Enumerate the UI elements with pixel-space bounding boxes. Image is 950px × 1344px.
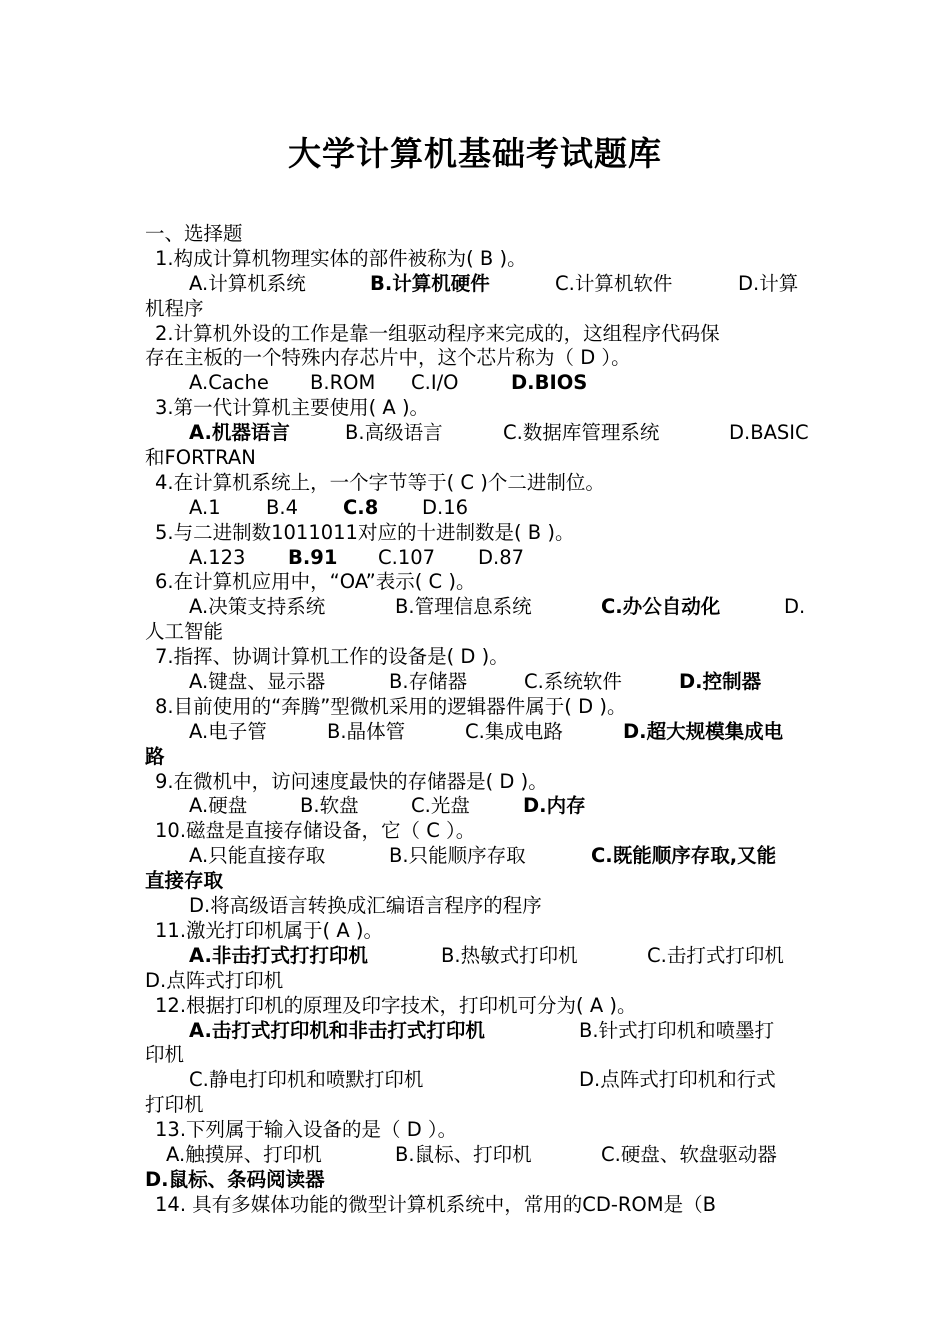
- question-12-options-cd: [145, 1068, 810, 1093]
- option-c-answer: C.既能顺序存取,又能: [591, 844, 777, 868]
- option-a: A.123: [189, 545, 246, 569]
- question-9-options: [145, 794, 810, 819]
- option-c: C.光盘: [411, 794, 470, 818]
- question-8-stem: 8.目前使用的“奔腾”型微机采用的逻辑器件属于( D )。: [155, 694, 627, 718]
- option-c: C.计算机软件: [555, 271, 673, 295]
- option-b: B.只能顺序存取: [389, 844, 526, 868]
- option-d: D.16: [422, 495, 469, 519]
- question-12-option-d-wrap: 打印机: [145, 1093, 204, 1117]
- option-b-answer: B.计算机硬件: [370, 271, 490, 295]
- option-b-answer: B.91: [288, 545, 338, 569]
- option-a: A.触摸屏、打印机: [166, 1142, 322, 1166]
- question-6-stem: 6.在计算机应用中，“OA”表示( C )。: [155, 570, 476, 594]
- option-a: A.Cache: [189, 371, 269, 395]
- option-a-answer: A.机器语言: [189, 421, 290, 445]
- question-2-options: [145, 371, 810, 396]
- question-3-options: [145, 421, 810, 446]
- question-5-options: [145, 546, 810, 571]
- option-a-answer: A.非击打式打打印机: [189, 943, 368, 967]
- option-d: D.BASIC: [729, 421, 809, 445]
- option-c: C.数据库管理系统: [503, 421, 660, 445]
- option-c: C.静电打印机和喷默打印机: [189, 1068, 424, 1092]
- option-c: C.107: [378, 545, 436, 569]
- option-d: D.: [784, 595, 806, 619]
- option-a-answer: A.击打式打印机和非击打式打印机: [189, 1018, 485, 1042]
- option-b: B.软盘: [300, 794, 359, 818]
- question-10-stem: 10.磁盘是直接存储设备，它（ C ）。: [155, 819, 476, 843]
- question-3-option-d-wrap: 和FORTRAN: [145, 446, 256, 470]
- question-1-stem: 1.构成计算机物理实体的部件被称为( B )。: [155, 246, 527, 270]
- question-10-option-c-wrap: 直接存取: [145, 869, 224, 893]
- question-13-options: [145, 1143, 810, 1168]
- option-d-answer: D.超大规模集成电: [623, 719, 784, 743]
- question-14-stem: 14. 具有多媒体功能的微型计算机系统中，常用的CD-ROM是（B: [155, 1192, 716, 1216]
- section-heading: 一、选择题: [145, 222, 243, 245]
- option-a: A.只能直接存取: [189, 844, 326, 868]
- question-13-option-d-answer: D.鼠标、条码阅读器: [145, 1167, 325, 1191]
- question-6-option-d-wrap: 人工智能: [145, 620, 224, 644]
- option-b: B.ROM: [310, 371, 376, 395]
- question-2-stem-line-1: 2.计算机外设的工作是靠一组驱动程序来完成的，这组程序代码保: [155, 321, 720, 345]
- question-10-option-d: D.将高级语言转换成汇编语言程序的程序: [189, 894, 542, 918]
- option-b: B.管理信息系统: [395, 595, 532, 619]
- option-b: B.4: [266, 495, 298, 519]
- option-b: B.存储器: [389, 670, 468, 694]
- question-7-stem: 7.指挥、协调计算机工作的设备是( D )。: [155, 645, 509, 669]
- question-10-options: [145, 844, 810, 869]
- document-title: 大学计算机基础考试题库: [288, 134, 662, 173]
- question-list: [145, 222, 810, 1218]
- question-5-stem: 5.与二进制数1011011对应的十进制数是( B )。: [155, 520, 575, 544]
- option-d: D.点阵式打印机和行式: [579, 1068, 776, 1092]
- question-1-option-d-wrap: 机程序: [145, 296, 204, 320]
- question-11-option-d: D.点阵式打印机: [145, 968, 284, 992]
- option-c: C.集成电路: [465, 719, 563, 743]
- option-b: B.热敏式打印机: [441, 943, 578, 967]
- option-c-answer: C.8: [343, 495, 379, 519]
- option-b: B.晶体管: [327, 719, 406, 743]
- question-3-stem: 3.第一代计算机主要使用( A )。: [155, 396, 430, 420]
- option-a: A.计算机系统: [189, 271, 306, 295]
- question-6-options: [145, 595, 810, 620]
- question-12-option-b-wrap: 印机: [145, 1043, 185, 1067]
- option-b: B.高级语言: [345, 421, 443, 445]
- question-9-stem: 9.在微机中，访问速度最快的存储器是( D )。: [155, 769, 548, 793]
- question-2-stem-line-2: 存在主板的一个特殊内存芯片中，这个芯片称为（ D ）。: [145, 346, 631, 370]
- question-11-options: [145, 944, 810, 969]
- question-8-option-d-wrap: 路: [145, 744, 165, 768]
- option-c: C.系统软件: [524, 670, 622, 694]
- option-a: A.硬盘: [189, 794, 248, 818]
- question-12-stem: 12.根据打印机的原理及印字技术，打印机可分为( A )。: [155, 993, 637, 1017]
- option-b: B.鼠标、打印机: [395, 1142, 532, 1166]
- option-d-answer: D.BIOS: [511, 371, 588, 395]
- option-d-answer: D.内存: [523, 794, 586, 818]
- question-7-options: [145, 670, 810, 695]
- option-a: A.1: [189, 495, 221, 519]
- question-12-options-ab: [145, 1019, 810, 1044]
- option-d-answer: D.控制器: [679, 670, 762, 694]
- option-d: D.87: [478, 545, 525, 569]
- option-a: A.决策支持系统: [189, 595, 326, 619]
- question-1-options: [145, 272, 810, 297]
- question-11-stem: 11.激光打印机属于( A )。: [155, 918, 383, 942]
- option-c-answer: C.办公自动化: [601, 595, 721, 619]
- option-b: B.针式打印机和喷墨打: [579, 1018, 775, 1042]
- option-a: A.键盘、显示器: [189, 670, 326, 694]
- question-4-stem: 4.在计算机系统上，一个字节等于( C )个二进制位。: [155, 470, 605, 494]
- option-c: C.击打式打印机: [647, 943, 784, 967]
- question-8-options: [145, 720, 810, 745]
- option-c: C.I/O: [411, 371, 459, 395]
- question-4-options: [145, 496, 810, 521]
- option-c: C.硬盘、软盘驱动器: [601, 1142, 777, 1166]
- option-d: D.计算: [738, 271, 799, 295]
- option-a: A.电子管: [189, 719, 267, 743]
- question-13-stem: 13.下列属于输入设备的是（ D ）。: [155, 1118, 458, 1142]
